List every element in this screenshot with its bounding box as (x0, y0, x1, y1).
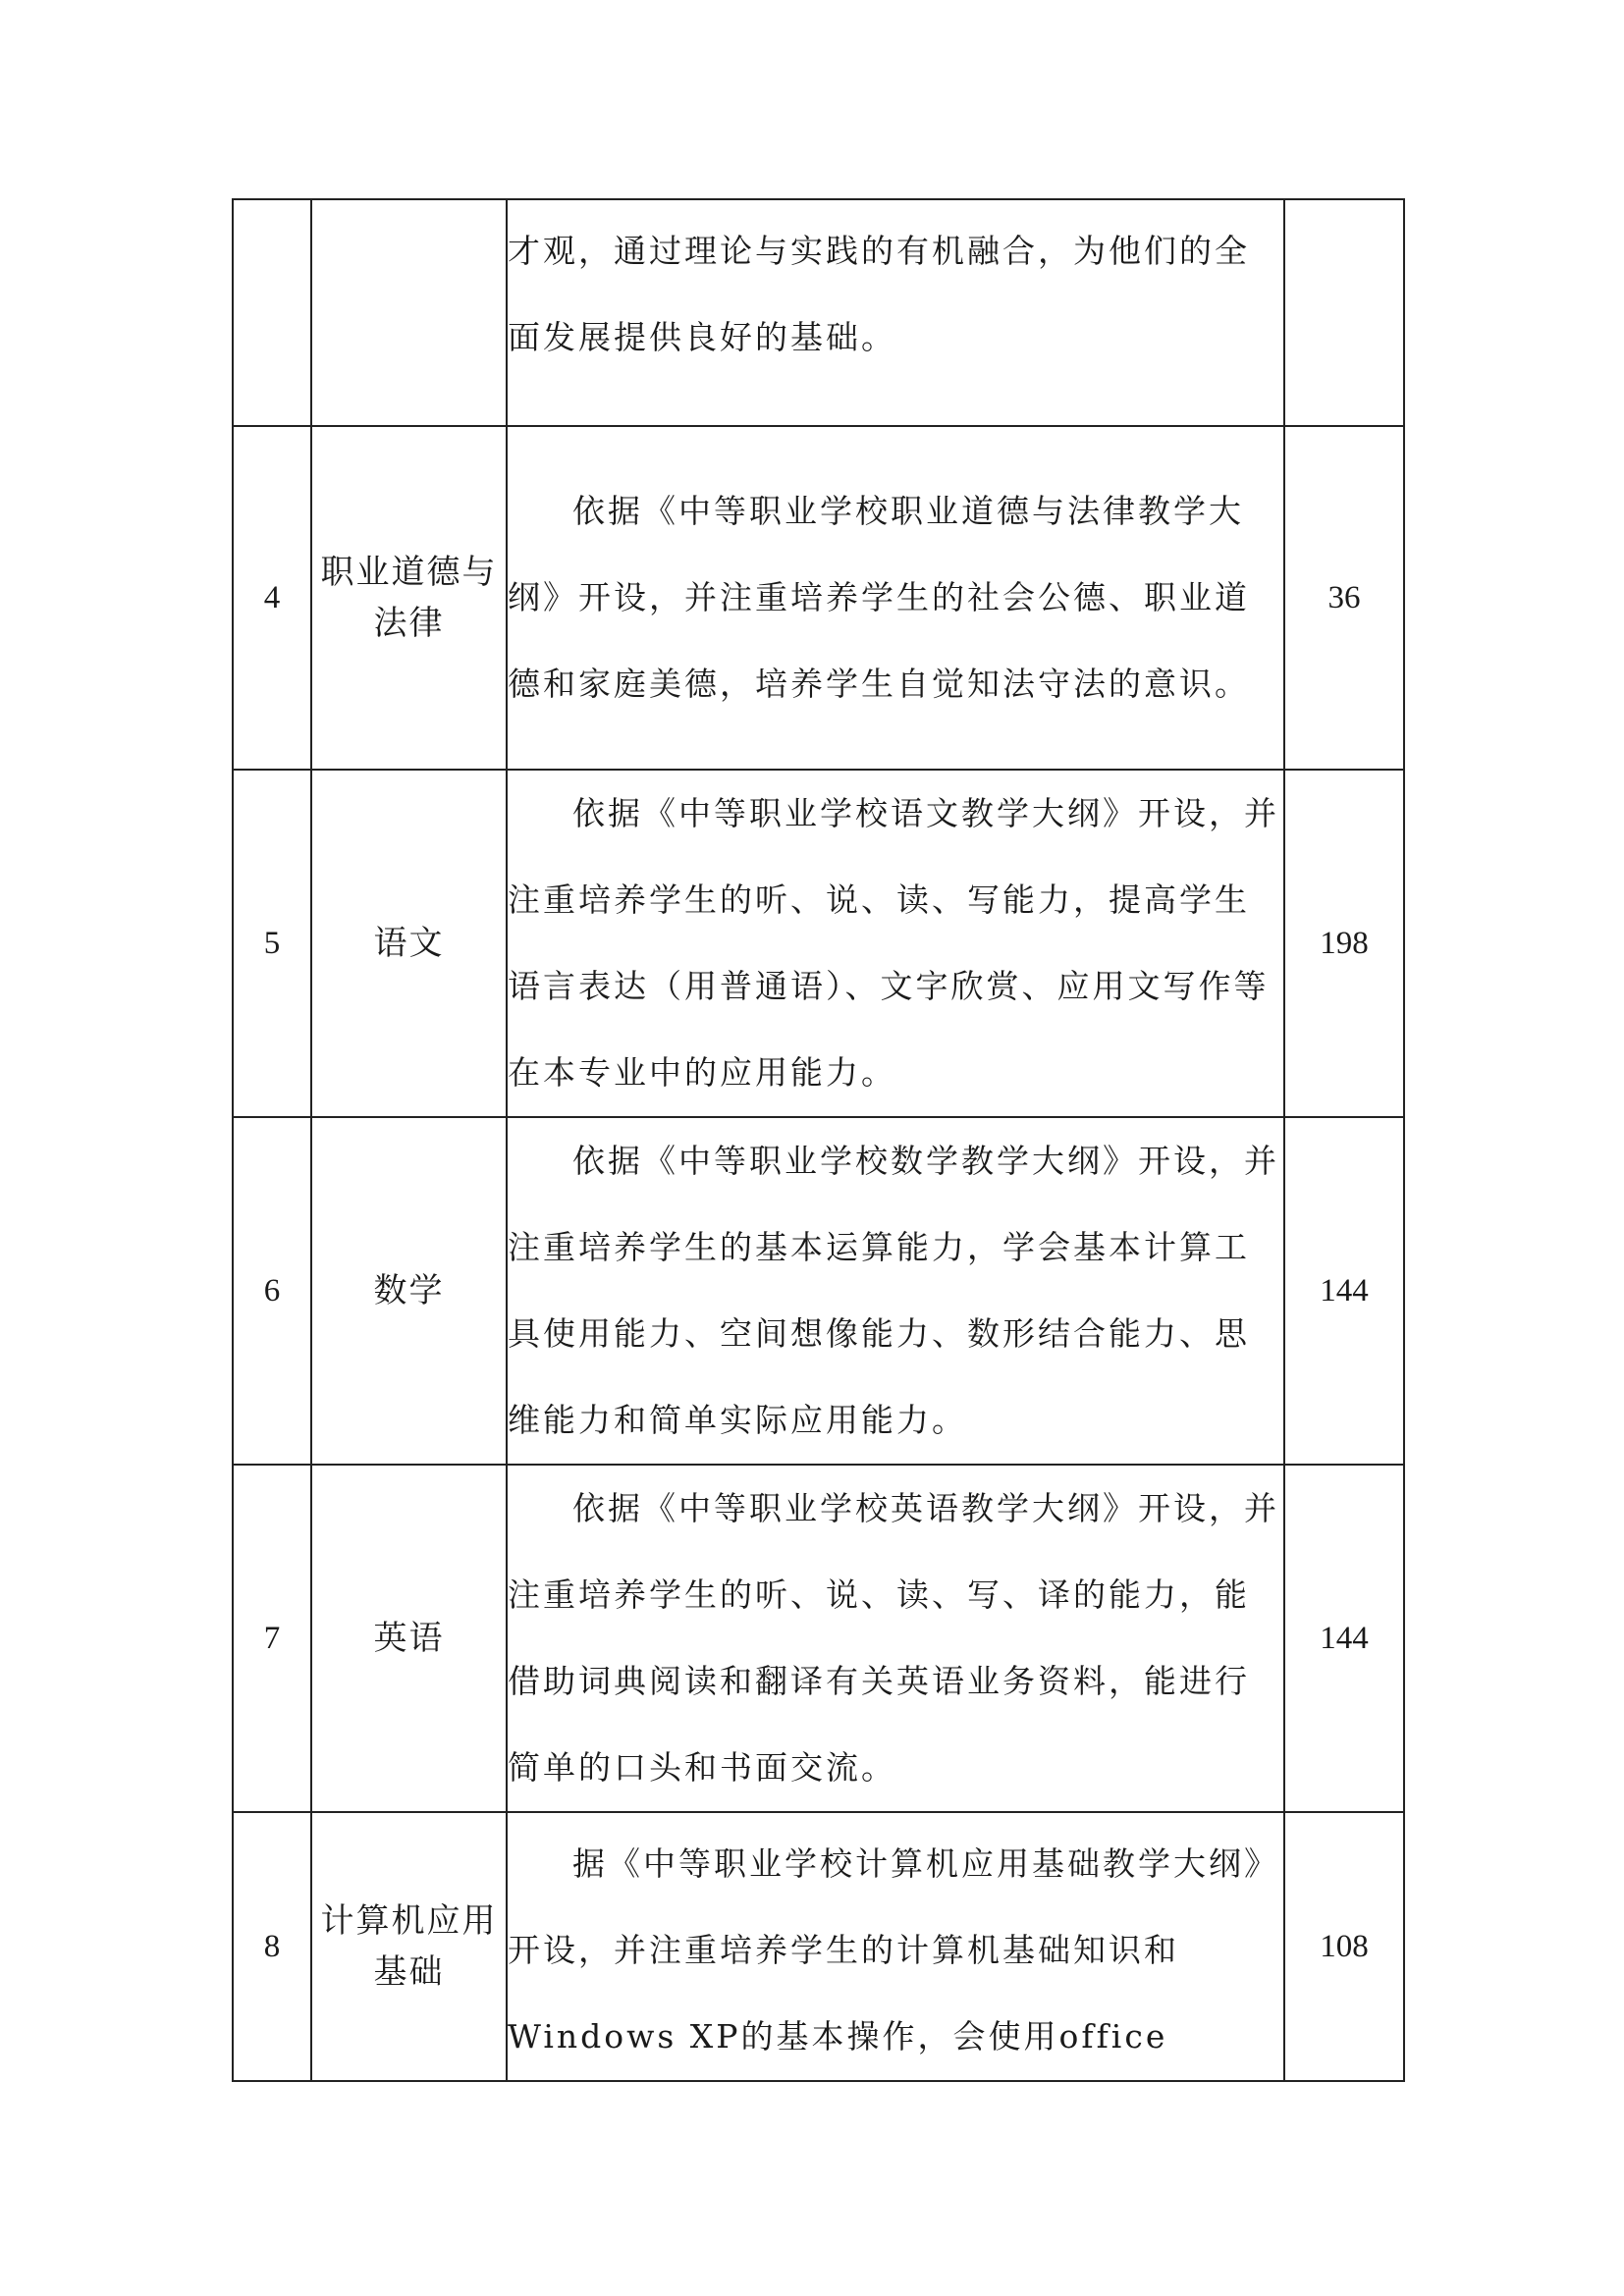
course-description-cell (507, 770, 1284, 1117)
course-hours-cell (1284, 199, 1404, 426)
course-hours-cell: 108 (1284, 1812, 1404, 2081)
course-description-text: 依据《中等职业学校职业道德与法律教学大纲》开设，并注重培养学生的社会公德、职业道德和家庭美德，培养学生自觉知法守法的意识。 (508, 492, 1250, 703)
table-row (233, 1812, 1404, 2081)
table-row (233, 426, 1404, 770)
table-row (233, 1465, 1404, 1812)
course-description-text: 依据《中等职业学校英语教学大纲》开设，并注重培养学生的听、说、读、写、译的能力，能借助词典阅读和翻译有关英语业务资料，能进行简单的口头和书面交流。 (508, 1489, 1279, 1787)
table-row (233, 770, 1404, 1117)
course-number-cell (233, 199, 311, 426)
table-row (233, 199, 1404, 426)
course-hours-cell: 198 (1284, 770, 1404, 1117)
course-hours-cell: 36 (1284, 426, 1404, 770)
course-name-cell: 职业道德与法律 (311, 426, 507, 770)
course-name-cell: 数学 (311, 1117, 507, 1465)
course-description-cell (507, 1117, 1284, 1465)
table-row (233, 1117, 1404, 1465)
course-number-cell: 6 (233, 1117, 311, 1465)
course-description-text: 才观，通过理论与实践的有机融合，为他们的全面发展提供良好的基础。 (508, 232, 1250, 356)
course-name-cell: 语文 (311, 770, 507, 1117)
course-number-cell: 8 (233, 1812, 311, 2081)
course-description-cell (507, 1465, 1284, 1812)
course-number-cell: 7 (233, 1465, 311, 1812)
course-description-text: 依据《中等职业学校语文教学大纲》开设，并注重培养学生的听、说、读、写能力，提高学生语言表达（用普通语）、文字欣赏、应用文写作等在本专业中的应用能力。 (508, 794, 1279, 1092)
course-description-cell (507, 1812, 1284, 2081)
course-name-cell: 计算机应用基础 (311, 1812, 507, 2081)
course-hours-cell: 144 (1284, 1117, 1404, 1465)
course-description-text: 依据《中等职业学校数学教学大纲》开设，并注重培养学生的基本运算能力，学会基本计算工具使用能力、空间想像能力、数形结合能力、思维能力和简单实际应用能力。 (508, 1142, 1279, 1439)
course-number-cell: 4 (233, 426, 311, 770)
course-name-cell: 英语 (311, 1465, 507, 1812)
course-description-text: 据《中等职业学校计算机应用基础教学大纲》开设，并注重培养学生的计算机基础知识和Windows XP的基本操作，会使用office (508, 1844, 1279, 2056)
course-hours-cell: 144 (1284, 1465, 1404, 1812)
course-number-cell: 5 (233, 770, 311, 1117)
course-name-cell (311, 199, 507, 426)
course-description-cell (507, 426, 1284, 770)
course-table (232, 198, 1405, 2082)
course-description-cell (507, 199, 1284, 426)
